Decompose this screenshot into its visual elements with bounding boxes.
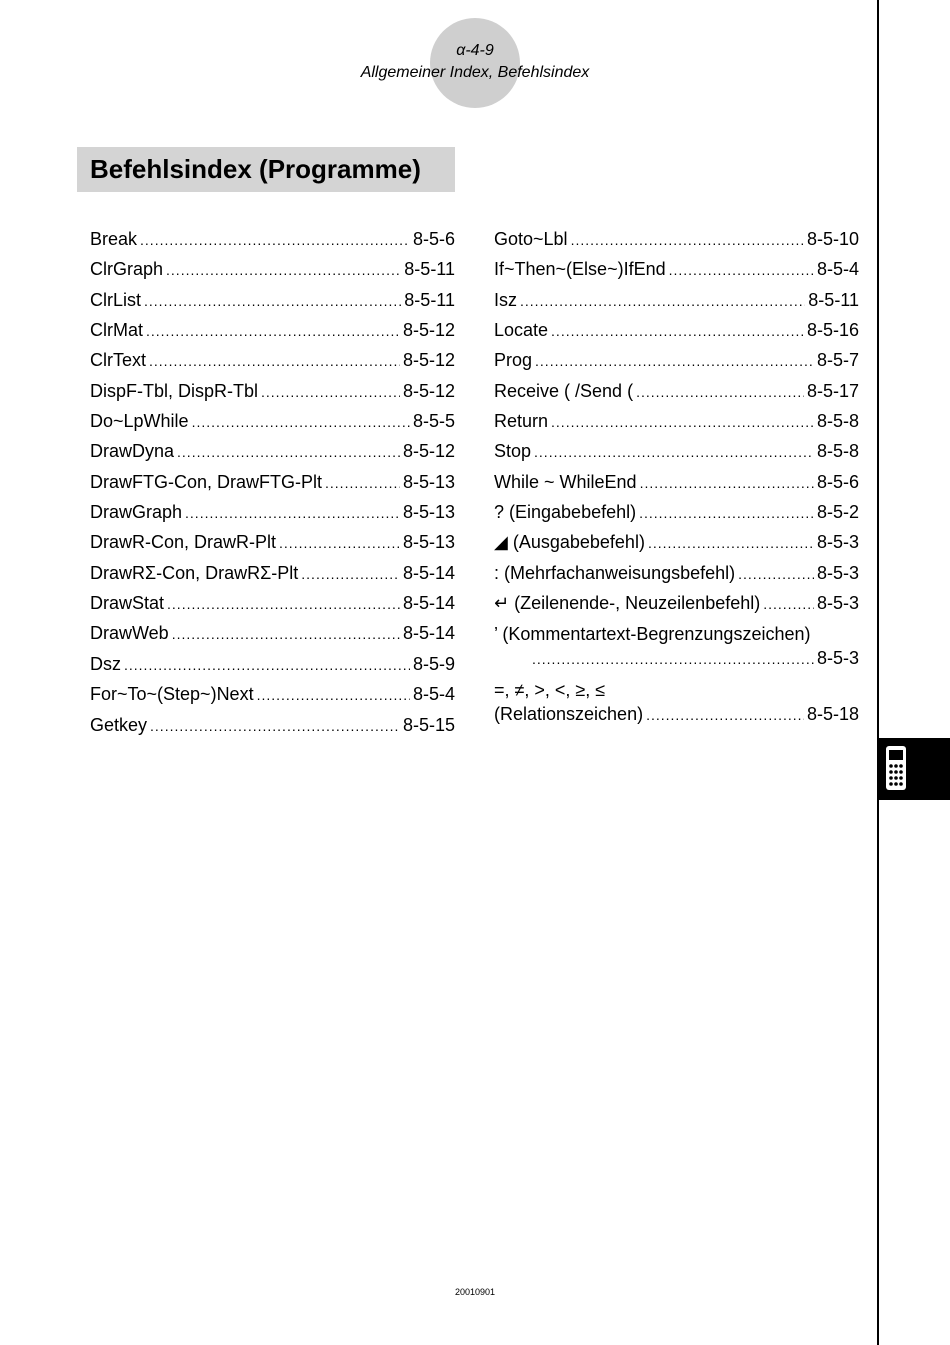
page-number: α-4-9 (456, 42, 494, 59)
index-entry (90, 438, 455, 468)
index-page: 8-5-11 (808, 289, 859, 310)
header-circle (430, 18, 520, 108)
index-term: : (Mehrfachanweisungsbefehl) (494, 562, 736, 583)
index-entry (90, 590, 455, 620)
leader-dots (532, 647, 814, 671)
index-page: 8-5-2 (816, 502, 859, 523)
index-term: Prog (494, 350, 533, 371)
leader-dots (535, 348, 814, 374)
index-term: Return (494, 411, 549, 432)
index-term: ◢ (Ausgabebefehl) (494, 532, 645, 553)
index-page: 8-5-10 (806, 229, 859, 249)
index-page: 8-5-3 (816, 648, 859, 669)
footer-date-code: 20010901 (454, 1287, 496, 1297)
index-entry (90, 347, 455, 377)
leader-dots (551, 409, 814, 435)
index-term: Do~LpWhile (90, 411, 189, 432)
leader-dots (646, 703, 804, 727)
index-entry (494, 408, 859, 438)
index-page: 8-5-3 (816, 562, 859, 583)
leader-dots (636, 379, 804, 405)
leader-dots (279, 530, 400, 556)
index-page: 8-5-12 (402, 320, 455, 341)
index-entry (494, 499, 859, 529)
index-entry (494, 347, 859, 377)
index-entry (494, 256, 859, 286)
index-page: 8-5-6 (816, 471, 859, 492)
leader-dots (639, 500, 814, 526)
index-entry (90, 469, 455, 499)
index-page: 8-5-5 (412, 411, 455, 432)
index-term: Stop (494, 441, 532, 462)
index-page: 8-5-12 (402, 380, 455, 401)
index-term: DispF-Tbl, DispR-Tbl (90, 380, 259, 401)
index-entry (494, 529, 859, 559)
index-page: 8-5-14 (402, 593, 455, 614)
chapter-tab (879, 738, 950, 800)
leader-dots (534, 439, 814, 465)
index-page: 8-5-8 (816, 411, 859, 432)
index-column-left (90, 226, 455, 742)
index-page: 8-5-6 (412, 229, 455, 249)
index-page: 8-5-13 (402, 502, 455, 523)
page-subtitle: Allgemeiner Index, Befehlsindex (360, 64, 590, 81)
index-term: ClrList (90, 289, 142, 310)
index-page: 8-5-16 (806, 320, 859, 341)
index-entry (90, 378, 455, 408)
leader-dots (166, 257, 401, 283)
leader-dots (520, 288, 805, 314)
index-page: 8-5-7 (816, 350, 859, 371)
index-entry (494, 560, 859, 590)
relation-symbols: =, ≠, >, <, ≥, ≤ (494, 680, 606, 701)
leader-dots (571, 227, 804, 253)
index-entry-relations (494, 678, 859, 728)
leader-dots (177, 439, 400, 465)
index-entry (90, 256, 455, 286)
leader-dots (738, 561, 814, 587)
leader-dots (192, 409, 410, 435)
index-page: 8-5-3 (816, 593, 859, 614)
index-page: 8-5-3 (816, 532, 859, 553)
index-entry (90, 712, 455, 742)
index-page: 8-5-8 (816, 441, 859, 462)
index-entry (494, 287, 859, 317)
index-term: (Relationszeichen) (494, 704, 644, 725)
index-entry (494, 438, 859, 468)
index-page: 8-5-14 (402, 562, 455, 583)
index-term: If~Then~(Else~)IfEnd (494, 259, 666, 280)
right-margin-rule (877, 0, 879, 1345)
index-entry (494, 226, 859, 256)
index-term: Locate (494, 320, 549, 341)
index-entry (90, 681, 455, 711)
leader-dots (124, 652, 410, 678)
leader-dots (185, 500, 400, 526)
leader-dots (763, 591, 814, 617)
section-title-box (77, 147, 455, 192)
calculator-icon (885, 745, 907, 791)
index-term: ’ (Kommentartext-Begrenzungszeichen) (494, 624, 811, 645)
leader-dots (325, 470, 400, 496)
index-entry (90, 408, 455, 438)
index-term: ClrGraph (90, 259, 164, 280)
index-page: 8-5-13 (402, 471, 455, 492)
leader-dots (172, 621, 400, 647)
index-term: ClrMat (90, 320, 143, 341)
index-entry (494, 317, 859, 347)
leader-dots (167, 591, 400, 617)
index-term: ? (Eingabebefehl) (494, 502, 637, 523)
leader-dots (146, 318, 400, 344)
leader-dots (140, 227, 410, 253)
leader-dots (150, 713, 400, 739)
index-term: DrawGraph (90, 502, 183, 523)
index-page: 8-5-15 (402, 714, 455, 735)
index-page: 8-5-17 (806, 380, 859, 401)
index-entry-comment (494, 622, 859, 672)
index-term: DrawR-Con, DrawR-Plt (90, 532, 277, 553)
index-term: DrawFTG-Con, DrawFTG-Plt (90, 471, 323, 492)
index-term: Getkey (90, 714, 148, 735)
index-page: 8-5-13 (402, 532, 455, 553)
index-term: DrawDyna (90, 441, 175, 462)
index-page: 8-5-12 (402, 441, 455, 462)
leader-dots (257, 682, 410, 708)
index-entry (90, 317, 455, 347)
index-term: Receive ( /Send ( (494, 380, 634, 401)
index-page: 8-5-4 (412, 684, 455, 705)
index-page: 8-5-9 (412, 653, 455, 674)
index-entry (90, 560, 455, 590)
index-entry (90, 651, 455, 681)
index-entry (90, 499, 455, 529)
index-term: Goto~Lbl (494, 229, 568, 249)
index-entry (494, 378, 859, 408)
index-term: DrawRΣ-Con, DrawRΣ-Plt (90, 562, 299, 583)
leader-dots (648, 530, 814, 556)
leader-dots (551, 318, 804, 344)
index-page: 8-5-4 (816, 259, 859, 280)
index-term: Dsz (90, 653, 121, 674)
leader-dots (640, 470, 814, 496)
index-entry (90, 620, 455, 650)
index-term: ClrText (90, 350, 147, 371)
leader-dots (301, 561, 400, 587)
index-page: 8-5-11 (404, 289, 455, 310)
index-term: Isz (494, 289, 518, 310)
index-term: Break (90, 229, 138, 249)
index-term: DrawWeb (90, 623, 169, 644)
section-title: Befehlsindex (Programme) (90, 154, 421, 184)
index-term: For~To~(Step~)Next (90, 684, 254, 705)
index-entry (90, 287, 455, 317)
leader-dots (669, 257, 814, 283)
index-term: While ~ WhileEnd (494, 471, 637, 492)
leader-dots (149, 348, 400, 374)
index-entry (494, 469, 859, 499)
leader-dots (144, 288, 401, 314)
index-term: DrawStat (90, 593, 165, 614)
index-entry (90, 226, 455, 256)
index-page: 8-5-11 (404, 259, 455, 280)
index-term: ↵ (Zeilenende-, Neuzeilenbefehl) (494, 593, 761, 614)
index-entry (494, 590, 859, 620)
index-page: 8-5-12 (402, 350, 455, 371)
index-column-right (494, 226, 859, 728)
index-page: 8-5-18 (806, 704, 859, 725)
index-entry (90, 529, 455, 559)
leader-dots (261, 379, 400, 405)
index-page: 8-5-14 (402, 623, 455, 644)
